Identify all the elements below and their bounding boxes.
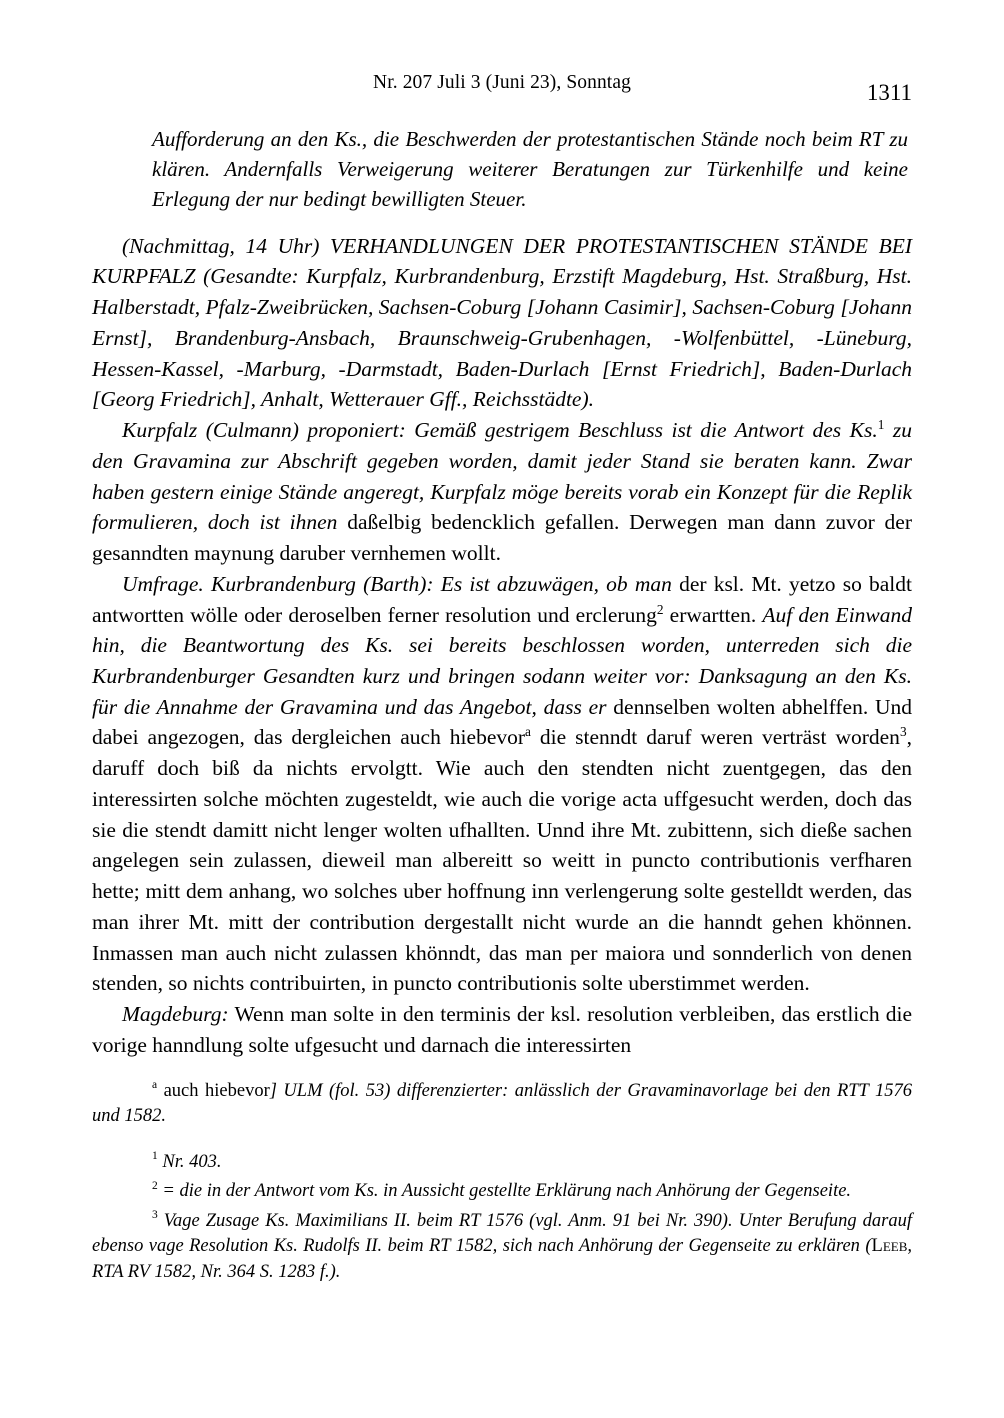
- umfrage-roman-2: erwartten.: [663, 602, 763, 627]
- footnote-area: [92, 1079, 912, 1286]
- magdeburg-speaker: Magdeburg:: [122, 1002, 229, 1027]
- umfrage-italic-2: Auf den Einwand hin, die Beantwortung des Ks. sei bereits beschlossen worden, unterreden sich die Kurbrandenburger Gesandten kurz und bringen sodann weiter vor: Danksagung an den Ks. für die Annahme der Gravamina und das Angebot, dass er: [92, 602, 913, 719]
- running-head: Nr. 207 Juli 3 (Juni 23), Sonntag: [373, 72, 631, 93]
- apparatus-note-text: ] ULM (fol. 53) differenzierter: anlässlich der Gravaminavorlage bei den RTT 1576 und 1582.: [92, 1080, 912, 1127]
- umfrage-roman-1: der ksl. Mt. yetzo so baldt antwortten wölle oder deroselben ferner resolution und erclerung: [92, 571, 912, 627]
- kurpfalz-roman: daßelbig bedencklich gefallen. Derwegen man dann zuvor der gesanndten maynung daruber vernhemen wollt.: [92, 510, 912, 566]
- paragraph-kurpfalz: [92, 415, 912, 569]
- session-heading-paragraph: (Nachmittag, 14 Uhr) VERHANDLUNGEN DER PROTESTANTISCHEN STÄNDE BEI KURPFALZ (Gesandte: Kurpfalz, Kurbrandenburg, Erzstift Magdeburg, Hst. Straßburg, Hst. Halberstadt, Pfalz-Zweibrücken, Sachsen-Coburg [Johann Casimir], Sachsen-Coburg [Johann Ernst], Brandenburg-Ansbach, Braunschweig-Grubenhagen, -Wolfenbüttel, -Lüneburg, Hessen-Kassel, -Marburg, -Darmstadt, Baden-Durlach [Ernst Friedrich], Baden-Durlach [Georg Friedrich], Anhalt, Wetterauer Gff., Reichsstädte).: [92, 233, 912, 412]
- umfrage-roman-5: , daruff doch biß da nichts ervolgtt. Wie auch den stendten nicht zuentgegen, das den interessirten solche möchten zugesteldt, wie auch die vorige acta uffgesucht werden, doch das sie die stendt damitt nicht lenger wolten ufhallten. Unnd ihre Mt. zubittenn, sich dieße sachen angelegen sein zulassen, dieweil man albereitt so weitt in puncto contributionis verfharen hette; mitt dem anhang, wo solches uber hoffnung inn verlengerung solte gestelldt werden, das man ihrer Mt. mitt der contribution dergestallt nicht wurde an die hanndt gehen khönnen. Inmassen man auch nicht zulassen khönndt, das man per maiora und sonnderlich von denen stenden, so nichts contribuirten, in puncto contributionis solte uberstimmet werden.: [92, 725, 912, 996]
- paragraph-umfrage: [92, 569, 912, 999]
- apparatus-note-lemma: auch hiebevor: [163, 1080, 270, 1101]
- umfrage-roman-4: die stenndt daruf weren verträst worden: [530, 725, 900, 750]
- summary-paragraph: Aufforderung an den Ks., die Beschwerden der protestantischen Stände noch beim RT zu klären. Andernfalls Verweigerung weiterer Beratungen zur Türkenhilfe und keine Erlegung der nur bedingt bewilligten Steuer.: [152, 127, 908, 212]
- footnote-3-author: Leeb: [871, 1236, 908, 1257]
- kurpfalz-italic-1: Kurpfalz (Culmann) proponiert: Gemäß gestrigem Beschluss ist die Antwort des Ks.: [122, 418, 878, 443]
- footnote-3-text-1: Vage Zusage Ks. Maximilians II. beim RT 1576 (vgl. Anm. 91 bei Nr. 390). Unter Berufung darauf ebenso vage Resolution Ks. Rudolfs II. beim RT 1582, sich nach Anhörung der Gegenseite zu erklären (: [92, 1210, 913, 1257]
- kurpfalz-italic-2: zu den Gravamina zur Abschrift gegeben worden, damit jeder Stand sie beraten kann. Zwar haben gestern einige Stände angeregt, Kurpfalz möge bereits vorab ein Konzept für die Replik formulieren, doch ist ihnen: [92, 418, 912, 535]
- page-number: 1311: [866, 80, 912, 105]
- footnote-3-text-2: , RTA RV 1582, Nr. 364 S. 1283 f.).: [92, 1236, 912, 1282]
- umfrage-roman-3: dennselben wolten abhelffen. Und dabei angezogen, das dergleichen auch hiebevor: [92, 694, 912, 750]
- umfrage-italic-1: Umfrage. Kurbrandenburg (Barth): Es ist abzuwägen, ob man: [122, 571, 672, 596]
- paragraph-magdeburg: [92, 999, 912, 1060]
- apparatus-ref-a[interactable]: a: [525, 724, 531, 740]
- footnote-2-text: = die in der Antwort vom Ks. in Aussicht gestellte Erklärung nach Anhörung der Gegenseite.: [162, 1181, 852, 1202]
- footnote-3: $^3$ Vage Zusage Ks. Maximilians II. beim RT 1576 (vgl. Anm. 91 bei Nr. 390). Unter Berufung darauf ebenso vage Resolution Ks. Rudolfs II. beim RT 1582, sich nach Anhörung der Gegenseite zu erklären (Leeb, RTA RV 1582, Nr. 364 S. 1283 f.).: [92, 1209, 913, 1282]
- page-body: [92, 124, 912, 1061]
- footnote-ref-2[interactable]: 2: [656, 601, 664, 617]
- page-header: [92, 72, 912, 106]
- footnote-1-text: Nr. 403.: [162, 1151, 222, 1172]
- footnote-ref-3[interactable]: 3: [899, 724, 907, 740]
- footnote-2: $^2$ = die in der Antwort vom Ks. in Aussicht gestellte Erklärung nach Anhörung der Gegenseite.: [152, 1179, 852, 1202]
- footnote-ref-1[interactable]: 1: [877, 416, 885, 432]
- magdeburg-text: Wenn man solte in den terminis der ksl. resolution verbleiben, das erstlich die vorige hanndlung solte ufgesucht und darnach die interessirten: [92, 1002, 912, 1057]
- footnote-1: $^1$ Nr. 403.: [152, 1150, 222, 1172]
- apparatus-note-a: $^a$ auch hiebevor] ULM (fol. 53) differenzierter: anlässlich der Gravaminavorlage bei den RTT 1576 und 1582.: [92, 1079, 912, 1127]
